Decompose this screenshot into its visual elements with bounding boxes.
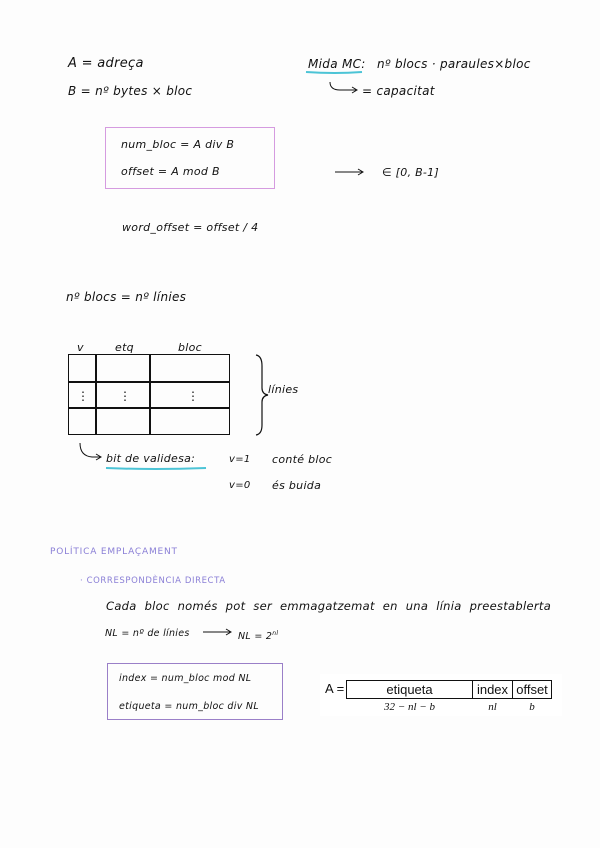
- capacitat-text: = capacitat: [362, 84, 435, 98]
- linies-label: línies: [268, 383, 299, 396]
- num-bloc-formula: num_bloc = A div B: [121, 138, 235, 151]
- dots-v: ⋮: [77, 389, 89, 403]
- section-subtitle: · CORRESPONDÈNCIA DIRECTA: [80, 576, 226, 586]
- offset-range: ∈ [0, B-1]: [382, 166, 439, 179]
- field-index: index: [472, 680, 513, 699]
- width-offset: b: [529, 701, 535, 713]
- nl-power: NL = $2^{nl}$: [238, 630, 279, 643]
- section-title: POLÍTICA EMPLAÇAMENT: [50, 547, 178, 557]
- v1-text: conté bloc: [272, 453, 333, 466]
- adreca-definition: A = adreça: [68, 56, 144, 71]
- v0-label: v=0: [229, 480, 251, 491]
- header-v: v: [77, 341, 84, 354]
- bytes-per-block-definition: B = nº bytes × bloc: [68, 84, 193, 98]
- description-text: Cada bloc només pot ser emmagatzemat en una línia preestablerta: [106, 599, 552, 613]
- offset-formula: offset = A mod B: [121, 165, 220, 178]
- field-offset: offset: [512, 680, 552, 699]
- brace-icon: [256, 355, 268, 435]
- nl-definition: NL = nº de línies: [105, 628, 190, 639]
- field-etiqueta: etiqueta: [346, 680, 473, 699]
- etiqueta-formula: etiqueta = num_bloc div NL: [119, 701, 259, 712]
- header-bloc: bloc: [178, 341, 203, 354]
- validesa-label: bit de validesa:: [106, 452, 196, 465]
- word-offset-formula: word_offset = offset / 4: [122, 221, 259, 234]
- dots-bloc: ⋮: [187, 389, 199, 403]
- validesa-underline: [106, 468, 206, 469]
- blocs-linies-equation: nº blocs = nº línies: [66, 290, 187, 304]
- address-prefix: A =: [325, 681, 345, 696]
- mida-underline: [306, 72, 362, 73]
- mida-mc-value: nº blocs · paraules×bloc: [377, 57, 531, 71]
- index-formula: index = num_bloc mod NL: [119, 673, 252, 684]
- v1-label: v=1: [229, 454, 251, 465]
- width-index: nl: [488, 701, 497, 713]
- dots-etq: ⋮: [119, 389, 131, 403]
- v0-text: és buida: [272, 479, 322, 492]
- width-etiqueta: 32 − nl − b: [384, 701, 435, 713]
- header-etq: etq: [115, 341, 134, 354]
- mida-mc-label: Mida MC:: [308, 57, 366, 71]
- hook-arrow: [330, 82, 356, 90]
